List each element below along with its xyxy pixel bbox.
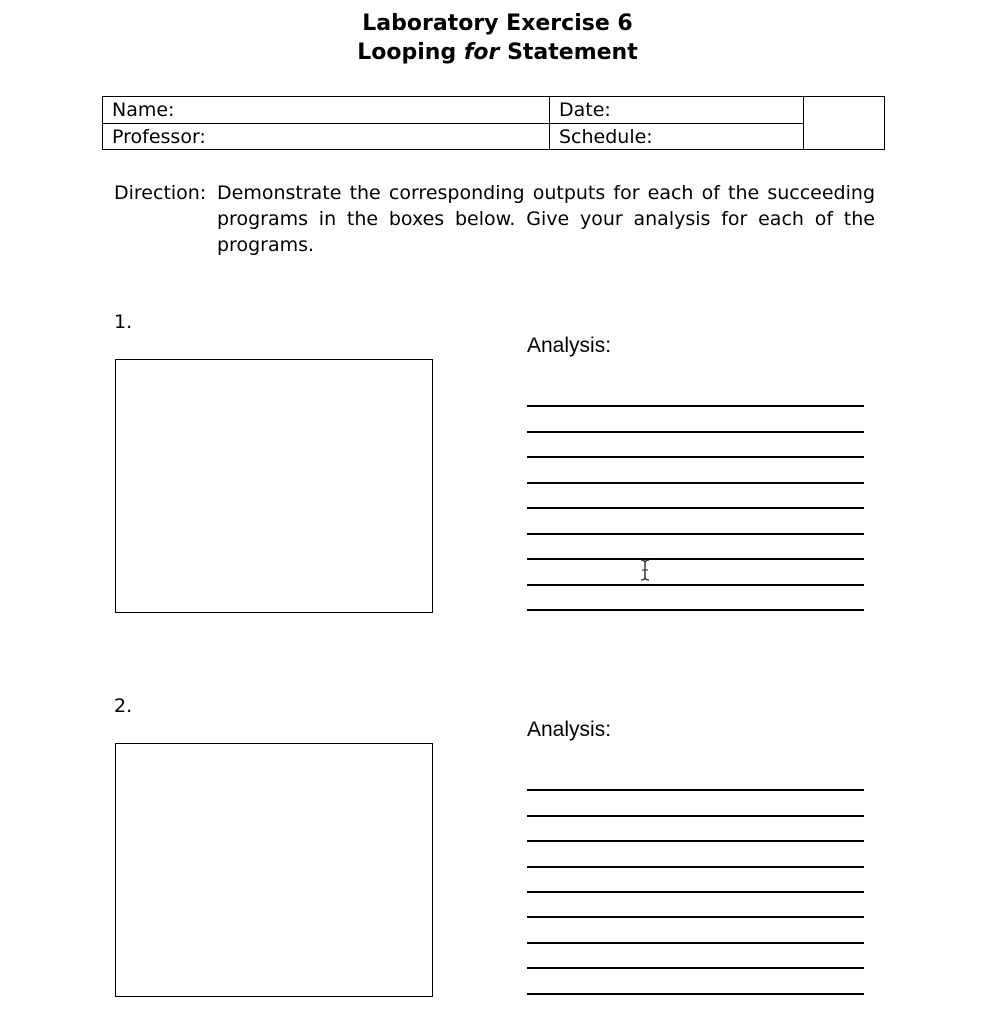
analysis-label-1: Analysis: (527, 334, 612, 357)
subtitle-prefix: Looping (357, 40, 464, 65)
analysis-line[interactable] (527, 866, 864, 868)
analysis-line[interactable] (527, 507, 864, 509)
item-number-2: 2. (114, 695, 133, 717)
subtitle-italic-word: for (463, 40, 500, 65)
direction-text: Demonstrate the corresponding outputs for each of the succeeding programs in the boxes below. Give your analysis for each of the programs. (217, 182, 875, 256)
analysis-line[interactable] (527, 609, 864, 611)
schedule-label: Schedule: (559, 126, 653, 148)
date-field[interactable] (550, 97, 804, 124)
text-cursor-icon (639, 558, 651, 582)
analysis-line[interactable] (527, 533, 864, 535)
analysis-line[interactable] (527, 456, 864, 458)
blank-cell[interactable] (804, 97, 884, 149)
page-title: Laboratory Exercise 6 (362, 11, 633, 36)
analysis-line[interactable] (527, 558, 864, 560)
analysis-line[interactable] (527, 891, 864, 893)
analysis-line[interactable] (527, 584, 864, 586)
professor-field[interactable] (103, 124, 550, 149)
name-field[interactable] (103, 97, 550, 124)
analysis-line[interactable] (527, 405, 864, 407)
item-number-1: 1. (114, 311, 133, 333)
output-box-1[interactable] (115, 359, 433, 613)
direction-label: Direction: (114, 182, 207, 204)
analysis-line[interactable] (527, 815, 864, 817)
analysis-line[interactable] (527, 789, 864, 791)
analysis-line[interactable] (527, 482, 864, 484)
schedule-field[interactable] (550, 124, 804, 149)
date-label: Date: (559, 99, 611, 121)
professor-label: Professor: (112, 126, 206, 148)
analysis-line[interactable] (527, 840, 864, 842)
subtitle-suffix: Statement (499, 40, 638, 65)
analysis-line[interactable] (527, 942, 864, 944)
student-info-table (102, 96, 885, 150)
page-subtitle (0, 39, 995, 67)
output-box-2[interactable] (115, 743, 433, 997)
analysis-line[interactable] (527, 431, 864, 433)
name-label: Name: (112, 99, 175, 121)
analysis-line[interactable] (527, 916, 864, 918)
analysis-line[interactable] (527, 993, 864, 995)
analysis-line[interactable] (527, 967, 864, 969)
analysis-label-2: Analysis: (527, 718, 612, 741)
